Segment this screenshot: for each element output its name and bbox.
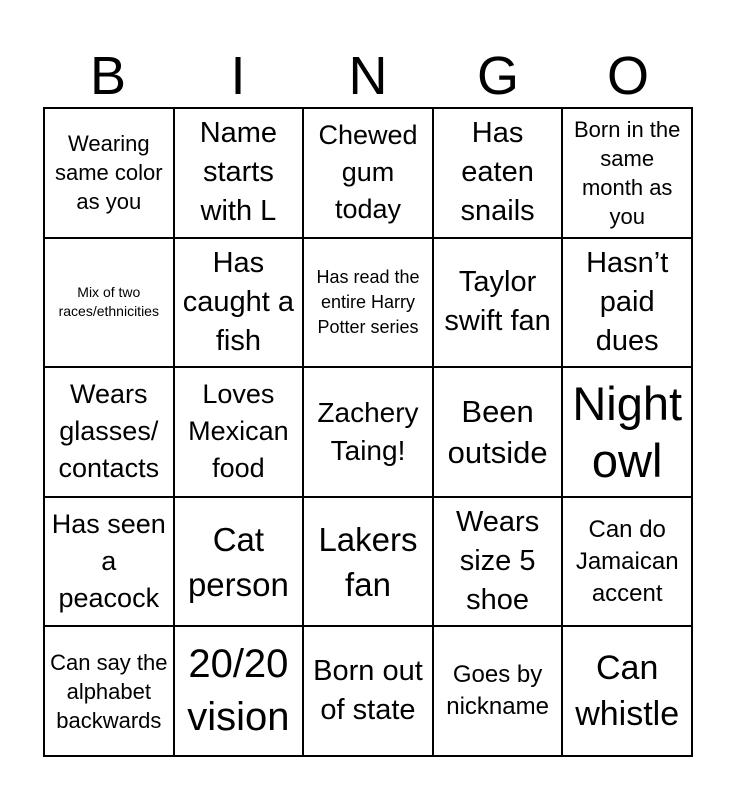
bingo-cell[interactable]	[44, 626, 174, 756]
bingo-cell[interactable]	[562, 238, 692, 368]
bingo-cell[interactable]	[562, 626, 692, 756]
header-letter-i: I	[230, 46, 246, 106]
bingo-cell[interactable]	[44, 238, 174, 368]
header-letter-o: O	[606, 46, 649, 106]
bingo-cell[interactable]	[44, 497, 174, 627]
bingo-cell[interactable]	[44, 367, 174, 497]
cell-text: Been outside	[447, 393, 548, 470]
bingo-cell[interactable]	[433, 108, 563, 238]
bingo-cell[interactable]	[174, 497, 304, 627]
cell-text: Wears size 5 shoe	[455, 506, 540, 617]
cell-text: Chewed gum today	[318, 120, 418, 225]
cell-text: Loves Mexican food	[188, 379, 289, 484]
bingo-header	[43, 46, 693, 106]
cell-text: Hasn’t paid dues	[586, 246, 669, 357]
cell-text: Mix of two races/ethnicities	[58, 284, 159, 320]
bingo-cell[interactable]	[433, 238, 563, 368]
bingo-board	[43, 107, 693, 757]
bingo-cell[interactable]	[433, 626, 563, 756]
bingo-cell[interactable]	[433, 367, 563, 497]
cell-text: Has read the entire Harry Potter series	[316, 266, 420, 337]
cell-text: Can do Jamaican accent	[575, 515, 679, 607]
cell-text: Wears glasses/ contacts	[58, 379, 160, 484]
bingo-cell[interactable]	[174, 108, 304, 238]
header-letter-n: N	[348, 46, 388, 106]
header-letter-g: G	[476, 46, 519, 106]
bingo-cell[interactable]	[303, 108, 433, 238]
cell-text: Night owl	[572, 376, 683, 487]
cell-text: Taylor swift fan	[444, 266, 551, 338]
cell-text: Wearing same color as you	[55, 131, 163, 215]
cell-text: Zachery Taing!	[317, 396, 419, 466]
cell-text: Can say the alphabet backwards	[50, 649, 168, 733]
cell-text: Has caught a fish	[182, 246, 295, 357]
bingo-cell[interactable]	[433, 497, 563, 627]
cell-text: 20/20 vision	[187, 642, 290, 740]
bingo-cell[interactable]	[562, 367, 692, 497]
bingo-cell[interactable]	[174, 238, 304, 368]
cell-text: Cat person	[187, 520, 289, 603]
bingo-cell[interactable]	[303, 497, 433, 627]
cell-text: Name starts with L	[199, 117, 278, 228]
bingo-cell[interactable]	[174, 626, 304, 756]
cell-text: Goes by nickname	[446, 661, 549, 721]
cell-text: Born out of state	[313, 655, 423, 727]
bingo-cell[interactable]	[303, 238, 433, 368]
cell-text: Born in the same month as you	[573, 116, 681, 229]
bingo-cell[interactable]	[303, 367, 433, 497]
cell-text: Can whistle	[575, 649, 680, 734]
bingo-cell[interactable]	[174, 367, 304, 497]
bingo-cell[interactable]	[562, 108, 692, 238]
cell-text: Lakers fan	[318, 520, 418, 603]
bingo-cell[interactable]	[303, 626, 433, 756]
bingo-cell[interactable]	[562, 497, 692, 627]
bingo-cell[interactable]	[44, 108, 174, 238]
cell-text: Has eaten snails	[460, 117, 535, 228]
header-letter-b: B	[89, 46, 127, 106]
cell-text: Has seen a peacock	[51, 509, 166, 614]
